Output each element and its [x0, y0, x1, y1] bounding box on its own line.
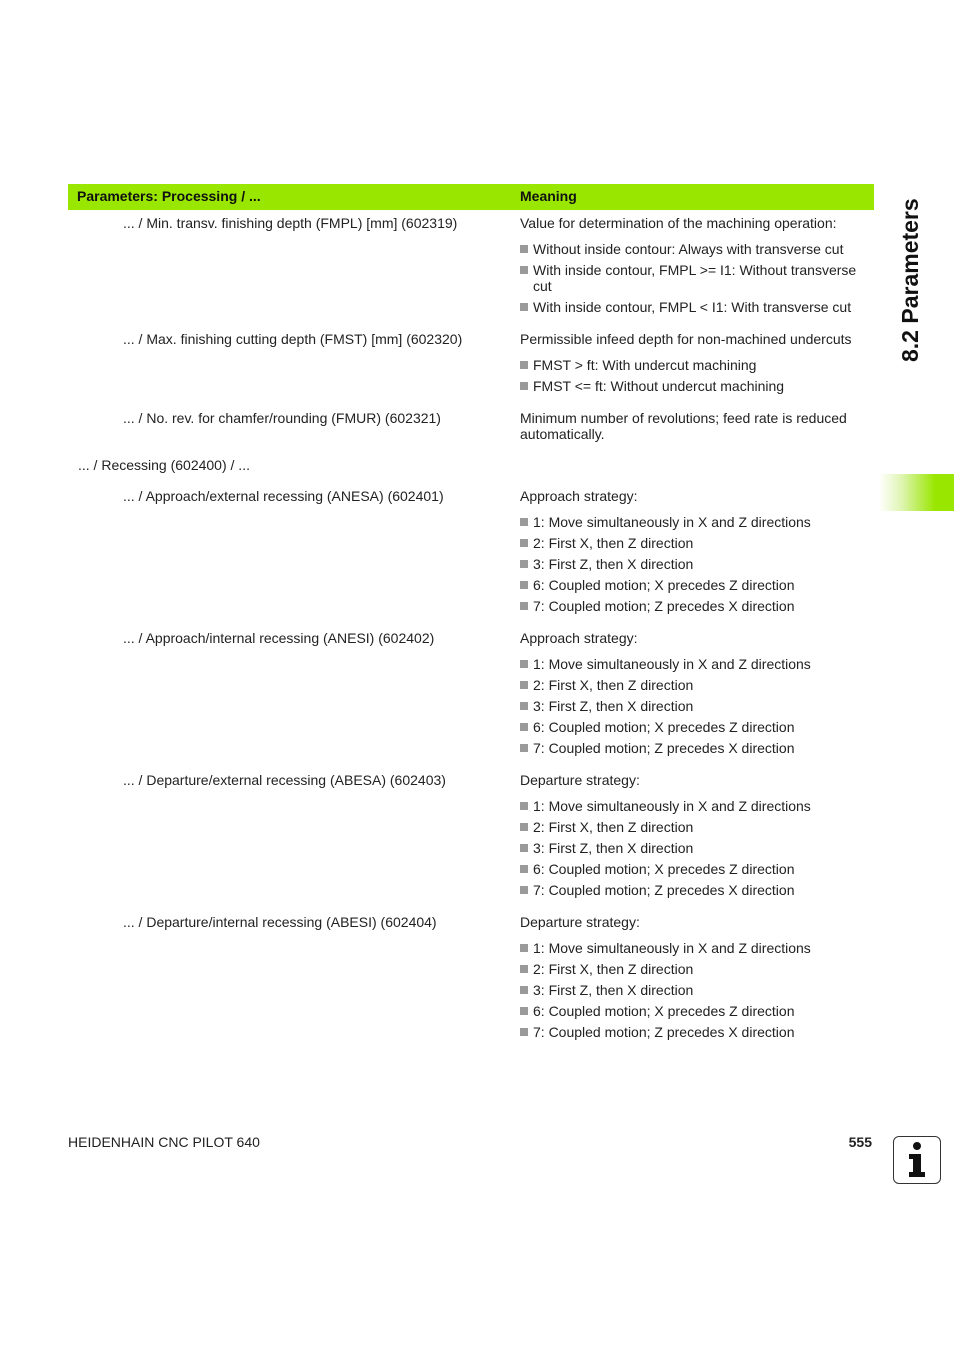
info-icon	[893, 1136, 941, 1184]
meaning-description: Minimum number of revolutions; feed rate is reduced automatically.	[520, 410, 847, 442]
square-bullet-icon	[520, 303, 528, 311]
parameter-meaning	[520, 483, 870, 625]
bullet-text: 2: First X, then Z direction	[533, 961, 694, 977]
parameter-name: ... / Departure/external recessing (ABESA) (602403)	[123, 772, 446, 788]
square-bullet-icon	[520, 944, 528, 952]
bullet-item	[520, 940, 870, 956]
section-tab-marker	[879, 474, 954, 511]
meaning-description: Approach strategy:	[520, 630, 638, 646]
parameter-meaning	[520, 405, 870, 452]
footer-product-name: HEIDENHAIN CNC PILOT 640	[68, 1134, 260, 1150]
bullet-text: 7: Coupled motion; Z precedes X direction	[533, 740, 795, 756]
bullet-text: 6: Coupled motion; X precedes Z direction	[533, 1003, 795, 1019]
bullet-text: 2: First X, then Z direction	[533, 535, 694, 551]
meaning-description: Approach strategy:	[520, 488, 638, 504]
table-row	[68, 326, 874, 405]
square-bullet-icon	[520, 744, 528, 752]
parameter-name: ... / No. rev. for chamfer/rounding (FMUR) (602321)	[123, 410, 441, 426]
parameter-meaning	[520, 326, 870, 405]
square-bullet-icon	[520, 844, 528, 852]
bullet-item	[520, 677, 870, 693]
bullet-text: 6: Coupled motion; X precedes Z direction	[533, 719, 795, 735]
table-row	[68, 909, 874, 1051]
bullet-text: 7: Coupled motion; Z precedes X direction	[533, 598, 795, 614]
bullet-text: 2: First X, then Z direction	[533, 677, 694, 693]
parameter-meaning	[520, 452, 870, 483]
header-parameters: Parameters: Processing / ...	[77, 188, 261, 204]
bullet-item	[520, 514, 870, 530]
bullet-item	[520, 1024, 870, 1040]
bullet-item	[520, 798, 870, 814]
square-bullet-icon	[520, 382, 528, 390]
square-bullet-icon	[520, 865, 528, 873]
bullet-text: 7: Coupled motion; Z precedes X direction	[533, 882, 795, 898]
page-number: 555	[848, 1134, 872, 1150]
bullet-item	[520, 262, 870, 294]
bullet-text: With inside contour, FMPL < I1: With transverse cut	[533, 299, 852, 315]
bullet-item	[520, 577, 870, 593]
square-bullet-icon	[520, 1028, 528, 1036]
bullet-text: FMST > ft: With undercut machining	[533, 357, 757, 373]
table-body	[68, 210, 874, 1051]
parameter-meaning	[520, 210, 870, 326]
table-header	[68, 184, 874, 210]
bullet-text: FMST <= ft: Without undercut machining	[533, 378, 785, 394]
square-bullet-icon	[520, 702, 528, 710]
square-bullet-icon	[520, 560, 528, 568]
bullet-item	[520, 299, 870, 315]
meaning-description: Value for determination of the machining operation:	[520, 215, 837, 231]
parameter-name: ... / Recessing (602400) / ...	[78, 457, 250, 473]
table-row	[68, 767, 874, 909]
table-row	[68, 405, 874, 452]
bullet-text: 3: First Z, then X direction	[533, 698, 694, 714]
parameter-name: ... / Max. finishing cutting depth (FMST) [mm] (602320)	[123, 331, 463, 347]
square-bullet-icon	[520, 518, 528, 526]
meaning-description	[520, 457, 870, 483]
section-side-label: 8.2 Parameters	[897, 198, 923, 362]
square-bullet-icon	[520, 581, 528, 589]
bullet-item	[520, 378, 870, 394]
bullet-item	[520, 961, 870, 977]
bullet-text: 3: First Z, then X direction	[533, 982, 694, 998]
bullet-item	[520, 357, 870, 373]
parameter-name: ... / Min. transv. finishing depth (FMPL) [mm] (602319)	[123, 215, 458, 231]
square-bullet-icon	[520, 723, 528, 731]
bullet-text: 1: Move simultaneously in X and Z directions	[533, 514, 811, 530]
bullet-item	[520, 598, 870, 614]
square-bullet-icon	[520, 266, 528, 274]
bullet-item	[520, 556, 870, 572]
parameter-meaning	[520, 625, 870, 767]
bullet-item	[520, 1003, 870, 1019]
meaning-description: Departure strategy:	[520, 772, 640, 788]
bullet-item	[520, 241, 870, 257]
bullet-text: 6: Coupled motion; X precedes Z direction	[533, 577, 795, 593]
bullet-item	[520, 719, 870, 735]
parameter-name: ... / Approach/internal recessing (ANESI) (602402)	[123, 630, 435, 646]
table-row	[68, 625, 874, 767]
square-bullet-icon	[520, 1007, 528, 1015]
square-bullet-icon	[520, 539, 528, 547]
table-row	[68, 452, 874, 483]
bullet-item	[520, 840, 870, 856]
bullet-text: 6: Coupled motion; X precedes Z direction	[533, 861, 795, 877]
bullet-item	[520, 982, 870, 998]
bullet-text: 3: First Z, then X direction	[533, 556, 694, 572]
bullet-item	[520, 535, 870, 551]
bullet-text: With inside contour, FMPL >= I1: Without transverse cut	[533, 262, 857, 294]
parameter-name: ... / Approach/external recessing (ANESA) (602401)	[123, 488, 444, 504]
parameter-meaning	[520, 909, 870, 1051]
bullet-text: Without inside contour: Always with transverse cut	[533, 241, 844, 257]
table-row	[68, 210, 874, 326]
bullet-item	[520, 698, 870, 714]
meaning-description: Departure strategy:	[520, 914, 640, 930]
square-bullet-icon	[520, 602, 528, 610]
bullet-text: 3: First Z, then X direction	[533, 840, 694, 856]
bullet-text: 2: First X, then Z direction	[533, 819, 694, 835]
table-row	[68, 483, 874, 625]
square-bullet-icon	[520, 681, 528, 689]
header-meaning: Meaning	[520, 188, 577, 204]
meaning-description: Permissible infeed depth for non-machined undercuts	[520, 331, 852, 347]
square-bullet-icon	[520, 886, 528, 894]
bullet-text: 1: Move simultaneously in X and Z directions	[533, 798, 811, 814]
bullet-item	[520, 819, 870, 835]
square-bullet-icon	[520, 965, 528, 973]
parameter-table	[68, 184, 874, 1051]
bullet-item	[520, 656, 870, 672]
bullet-item	[520, 882, 870, 898]
square-bullet-icon	[520, 361, 528, 369]
parameter-meaning	[520, 767, 870, 909]
bullet-text: 1: Move simultaneously in X and Z directions	[533, 656, 811, 672]
square-bullet-icon	[520, 245, 528, 253]
square-bullet-icon	[520, 986, 528, 994]
bullet-text: 7: Coupled motion; Z precedes X direction	[533, 1024, 795, 1040]
square-bullet-icon	[520, 823, 528, 831]
square-bullet-icon	[520, 660, 528, 668]
bullet-item	[520, 861, 870, 877]
bullet-item	[520, 740, 870, 756]
square-bullet-icon	[520, 802, 528, 810]
bullet-text: 1: Move simultaneously in X and Z directions	[533, 940, 811, 956]
parameter-name: ... / Departure/internal recessing (ABESI) (602404)	[123, 914, 437, 930]
